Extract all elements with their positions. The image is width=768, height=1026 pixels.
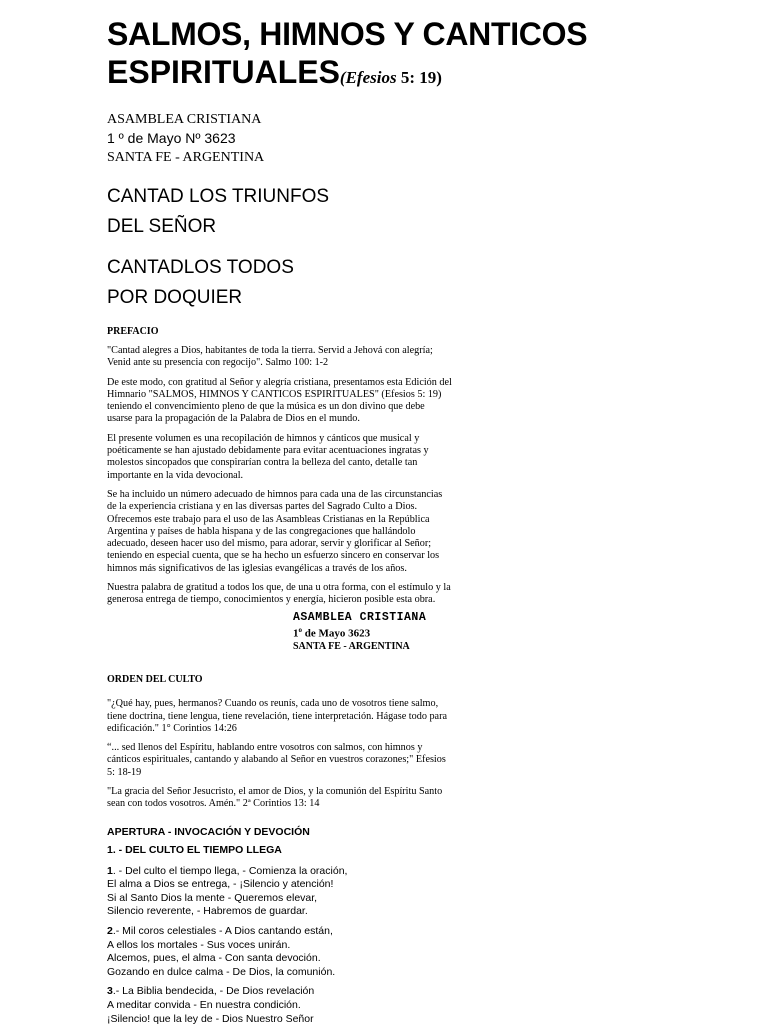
stanza-number: 2 xyxy=(107,925,113,938)
scripture-reference xyxy=(340,68,442,87)
signature-address-sup: o xyxy=(298,625,302,634)
organization-name: ASAMBLEA CRISTIANA xyxy=(107,112,262,127)
hymn-stanza xyxy=(107,985,667,1026)
organization-block xyxy=(107,110,667,167)
document-page xyxy=(107,14,667,1026)
prefacio-paragraph: Se ha incluido un número adecuado de himnos para cada una de las circunstancias de la experiencia cristiana y en las diversas partes del Sagrado Culto a Dios. Ofrecemos este trabajo para el uso de las Asambleas Cristianas en la República Argentina y países de habla hispana y de las congregaciones que hallándolo adecuado, deseen hacer uso del mismo, para adorar, servir y glorificar al Señor; teniendo en especial cuenta, que se ha hecho un esfuerzo sincero en conservar los himnos más significativos de las iglesias evangélicas a través de los años. xyxy=(107,488,443,574)
orden-paragraph: "La gracia del Señor Jesucristo, el amor de Dios, y la comunión del Espíritu Santo sean con todos vosotros. Amén." 2ª Corintios 13: 14 xyxy=(107,786,443,810)
document-title-word: ESPIRITUALES xyxy=(107,54,340,90)
organization-city: SANTA FE - ARGENTINA xyxy=(107,150,265,165)
prefacio-paragraph: "Cantad alegres a Dios, habitantes de toda la tierra. Servid a Jehová con alegría; Venid ante su presencia con regocijo". Salmo 100: 1-2 xyxy=(107,345,433,369)
reference-verse: 5: 19) xyxy=(396,68,442,87)
stanza-line: El alma a Dios se entrega, - ¡Silencio y atención! xyxy=(107,878,334,891)
stanza-line xyxy=(107,985,667,999)
stanza-number: 1 xyxy=(107,864,113,877)
stanza-line: A meditar convida - En nuestra condición. xyxy=(107,999,301,1012)
stanza-text: .- La Biblia bendecida, - De Dios revelación xyxy=(112,985,315,998)
hymn-stanza xyxy=(107,865,667,919)
stanza-line xyxy=(107,925,667,939)
slogan-2 xyxy=(107,253,667,313)
slogan-line: CANTAD LOS TRIUNFOS xyxy=(107,186,330,207)
prefacio-paragraph: De este modo, con gratitud al Señor y alegría cristiana, presentamos esta Edición del Himnario "SALMOS, HIMNOS Y CANTICOS ESPIRITUALES" (Efesios 5: 19) teniendo el convencimiento pleno de que la música es un don divino que debe usarse para la propagación de la Palabra de Dios en el mundo. xyxy=(107,376,452,425)
orden-heading: ORDEN DEL CULTO xyxy=(107,674,203,686)
signature-address xyxy=(293,624,667,641)
stanza-line: Si al Santo Dios la mente - Queremos elevar, xyxy=(107,891,318,904)
signature-block xyxy=(293,611,667,654)
document-title-line1: SALMOS, HIMNOS Y CANTICOS xyxy=(107,16,588,52)
slogan-line: DEL SEÑOR xyxy=(107,216,217,237)
signature-address-number: 1 xyxy=(293,627,299,640)
orden-paragraph: “... sed llenos del Espíritu, hablando entre vosotros con salmos, con himnos y cánticos espirituales, cantando y alabando al Señor en vuestros corazones;" Efesios 5: 18-19 xyxy=(107,742,446,778)
slogan-line: CANTADLOS TODOS xyxy=(107,257,294,278)
slogan-line: POR DOQUIER xyxy=(107,287,243,308)
stanza-line: Alcemos, pues, el alma - Con santa devoción. xyxy=(107,952,321,965)
prefacio-paragraph: El presente volumen es una recopilación de himnos y cánticos que musical y poéticamente se han ajustado debidamente para evitar acentuaciones ingratas y molestos sincopados que conspirarían contra la belleza del canto, detalle tan importante en la vida devocional. xyxy=(107,432,429,481)
stanza-line: A ellos los mortales - Sus voces unirán. xyxy=(107,938,291,951)
prefacio-heading: PREFACIO xyxy=(107,326,159,337)
signature-city: SANTA FE - ARGENTINA xyxy=(293,641,410,653)
hymn-stanza xyxy=(107,925,667,979)
stanza-line xyxy=(107,865,667,879)
stanza-line: Gozando en dulce calma - De Dios, la comunión. xyxy=(107,965,336,978)
section-heading: APERTURA - INVOCACIÓN Y DEVOCIÓN xyxy=(107,825,310,838)
signature-name: ASAMBLEA CRISTIANA xyxy=(293,610,427,624)
orden-paragraph: "¿Qué hay, pues, hermanos? Cuando os reunís, cada uno de vosotros tiene salmo, tiene doctrina, tiene lengua, tiene revelación, tiene interpretación. Hágase todo para edificación." 1° Corintios 14:26 xyxy=(107,698,447,734)
stanza-line: Silencio reverente, - Habremos de guardar. xyxy=(107,905,308,918)
stanza-line: ¡Silencio! que la ley de - Dios Nuestro Señor xyxy=(107,1012,314,1025)
prefacio-paragraph: Nuestra palabra de gratitud a todos los que, de una u otra forma, con el estímulo y la generosa entrega de tiempo, conocimientos y energía, hicieron posible esta obra. xyxy=(107,582,451,606)
slogan-1 xyxy=(107,182,667,242)
document-title-line2 xyxy=(107,54,667,96)
hymn-title: 1. - DEL CULTO EL TIEMPO LLEGA xyxy=(107,843,282,856)
stanza-text: . - Del culto el tiempo llega, - Comienza la oración, xyxy=(112,864,348,877)
stanza-text: .- Mil coros celestiales - A Dios cantando están, xyxy=(112,925,333,938)
signature-address-rest: de Mayo 3623 xyxy=(302,627,371,640)
reference-book: (Efesios xyxy=(339,68,397,87)
stanza-number: 3 xyxy=(107,985,113,998)
organization-address: 1 º de Mayo Nº 3623 xyxy=(107,130,236,146)
